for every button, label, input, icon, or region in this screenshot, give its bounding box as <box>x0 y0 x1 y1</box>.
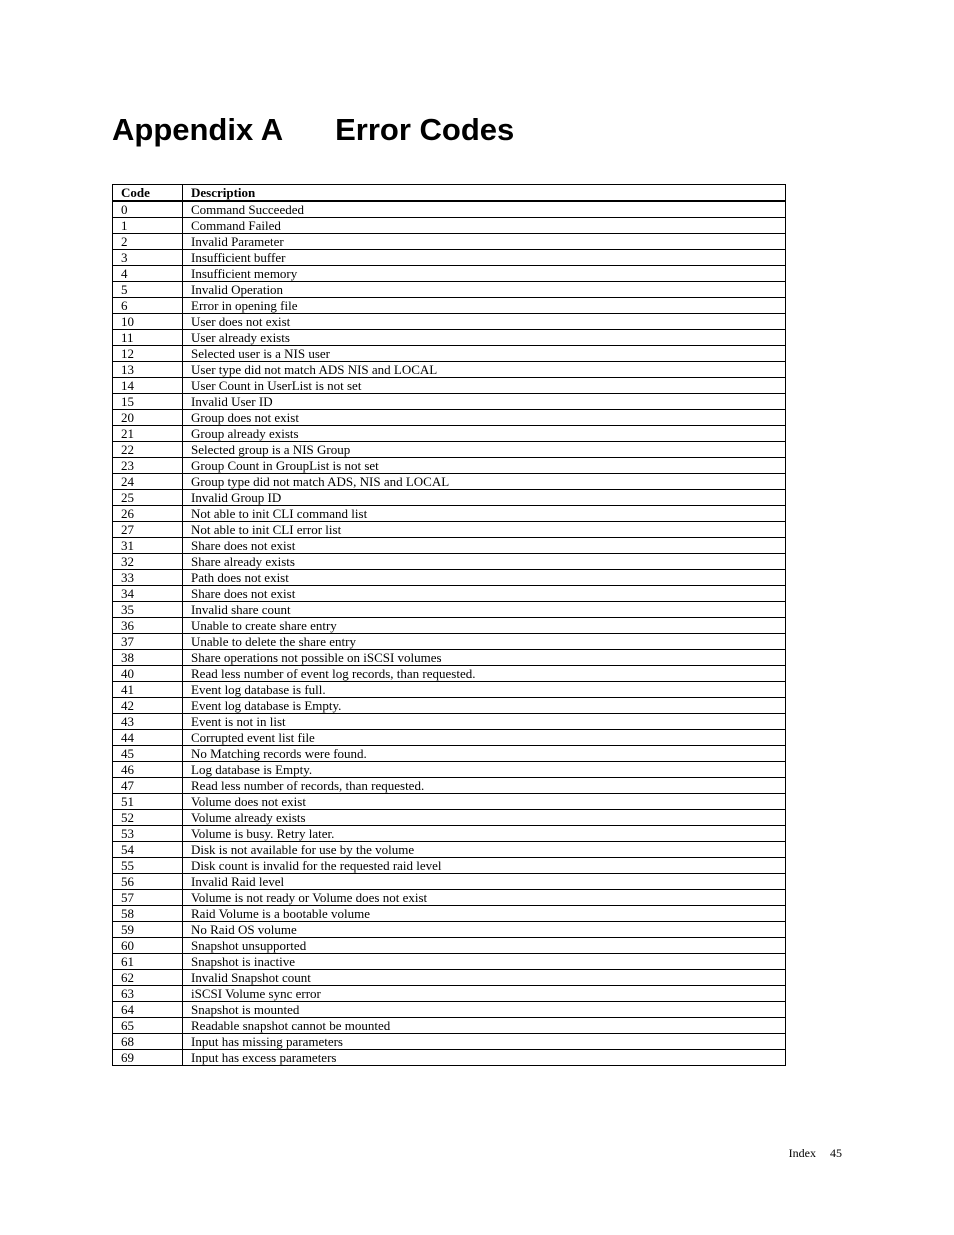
error-code-cell: 22 <box>113 442 183 458</box>
error-description-cell: Corrupted event list file <box>183 730 786 746</box>
error-code-cell: 47 <box>113 778 183 794</box>
error-description-cell: User Count in UserList is not set <box>183 378 786 394</box>
table-row <box>113 794 786 810</box>
table-row <box>113 1018 786 1034</box>
error-code-cell: 46 <box>113 762 183 778</box>
table-row <box>113 1050 786 1066</box>
table-row <box>113 842 786 858</box>
error-code-cell: 55 <box>113 858 183 874</box>
error-code-cell: 38 <box>113 650 183 666</box>
error-description-cell: Event is not in list <box>183 714 786 730</box>
error-description-cell: Error in opening file <box>183 298 786 314</box>
error-description-cell: Disk count is invalid for the requested raid level <box>183 858 786 874</box>
table-row <box>113 570 786 586</box>
table-row <box>113 874 786 890</box>
table-row <box>113 970 786 986</box>
error-code-cell: 54 <box>113 842 183 858</box>
error-description-cell: Group Count in GroupList is not set <box>183 458 786 474</box>
error-description-cell: Volume already exists <box>183 810 786 826</box>
error-code-cell: 57 <box>113 890 183 906</box>
error-code-cell: 45 <box>113 746 183 762</box>
table-row <box>113 522 786 538</box>
table-row <box>113 250 786 266</box>
error-code-cell: 64 <box>113 1002 183 1018</box>
error-code-cell: 6 <box>113 298 183 314</box>
error-code-cell: 32 <box>113 554 183 570</box>
error-code-cell: 5 <box>113 282 183 298</box>
error-description-cell: Readable snapshot cannot be mounted <box>183 1018 786 1034</box>
error-description-cell: Event log database is Empty. <box>183 698 786 714</box>
error-code-cell: 60 <box>113 938 183 954</box>
appendix-title: Error Codes <box>335 112 515 147</box>
error-description-cell: Invalid Group ID <box>183 490 786 506</box>
table-row <box>113 234 786 250</box>
error-code-cell: 40 <box>113 666 183 682</box>
table-header-row <box>113 185 786 202</box>
error-description-cell: Input has missing parameters <box>183 1034 786 1050</box>
error-code-cell: 52 <box>113 810 183 826</box>
error-code-cell: 61 <box>113 954 183 970</box>
error-code-cell: 37 <box>113 634 183 650</box>
error-description-cell: Share does not exist <box>183 538 786 554</box>
error-description-cell: Snapshot unsupported <box>183 938 786 954</box>
table-row <box>113 858 786 874</box>
error-description-cell: Not able to init CLI command list <box>183 506 786 522</box>
error-code-cell: 24 <box>113 474 183 490</box>
table-row <box>113 554 786 570</box>
table-row <box>113 698 786 714</box>
column-header-code: Code <box>113 185 183 202</box>
table-row <box>113 1034 786 1050</box>
error-description-cell: Snapshot is inactive <box>183 954 786 970</box>
table-row <box>113 394 786 410</box>
table-row <box>113 906 786 922</box>
error-description-cell: Selected group is a NIS Group <box>183 442 786 458</box>
error-code-cell: 3 <box>113 250 183 266</box>
error-code-cell: 31 <box>113 538 183 554</box>
error-description-cell: Share already exists <box>183 554 786 570</box>
error-description-cell: Invalid Operation <box>183 282 786 298</box>
error-description-cell: Read less number of records, than requested. <box>183 778 786 794</box>
error-code-cell: 12 <box>113 346 183 362</box>
table-row <box>113 682 786 698</box>
error-code-cell: 69 <box>113 1050 183 1066</box>
error-description-cell: Snapshot is mounted <box>183 1002 786 1018</box>
error-description-cell: Input has excess parameters <box>183 1050 786 1066</box>
error-code-cell: 21 <box>113 426 183 442</box>
error-code-cell: 59 <box>113 922 183 938</box>
table-row <box>113 506 786 522</box>
table-row <box>113 426 786 442</box>
error-description-cell: No Raid OS volume <box>183 922 786 938</box>
error-code-cell: 2 <box>113 234 183 250</box>
table-row <box>113 490 786 506</box>
error-description-cell: iSCSI Volume sync error <box>183 986 786 1002</box>
page-footer <box>789 1146 842 1161</box>
table-row <box>113 954 786 970</box>
table-row <box>113 218 786 234</box>
error-description-cell: Invalid User ID <box>183 394 786 410</box>
error-description-cell: Insufficient memory <box>183 266 786 282</box>
table-row <box>113 746 786 762</box>
error-description-cell: Invalid Raid level <box>183 874 786 890</box>
error-code-cell: 43 <box>113 714 183 730</box>
error-description-cell: Share does not exist <box>183 586 786 602</box>
error-description-cell: Read less number of event log records, than requested. <box>183 666 786 682</box>
column-header-description: Description <box>183 185 786 202</box>
table-row <box>113 714 786 730</box>
error-description-cell: Share operations not possible on iSCSI volumes <box>183 650 786 666</box>
error-description-cell: Group type did not match ADS, NIS and LOCAL <box>183 474 786 490</box>
table-row <box>113 1002 786 1018</box>
error-description-cell: Command Failed <box>183 218 786 234</box>
footer-section: Index <box>788 1146 816 1160</box>
error-description-cell: Selected user is a NIS user <box>183 346 786 362</box>
table-row <box>113 362 786 378</box>
table-row <box>113 442 786 458</box>
table-row <box>113 986 786 1002</box>
table-row <box>113 201 786 218</box>
error-description-cell: Command Succeeded <box>183 201 786 218</box>
error-code-cell: 65 <box>113 1018 183 1034</box>
error-code-cell: 35 <box>113 602 183 618</box>
error-code-cell: 34 <box>113 586 183 602</box>
error-description-cell: Insufficient buffer <box>183 250 786 266</box>
table-row <box>113 346 786 362</box>
error-description-cell: Volume does not exist <box>183 794 786 810</box>
error-description-cell: Raid Volume is a bootable volume <box>183 906 786 922</box>
error-code-cell: 25 <box>113 490 183 506</box>
error-description-cell: Log database is Empty. <box>183 762 786 778</box>
error-code-cell: 53 <box>113 826 183 842</box>
error-description-cell: Unable to delete the share entry <box>183 634 786 650</box>
table-row <box>113 314 786 330</box>
table-row <box>113 618 786 634</box>
table-row <box>113 938 786 954</box>
error-code-cell: 56 <box>113 874 183 890</box>
error-code-cell: 41 <box>113 682 183 698</box>
table-row <box>113 810 786 826</box>
error-description-cell: Invalid share count <box>183 602 786 618</box>
error-code-cell: 51 <box>113 794 183 810</box>
error-code-cell: 1 <box>113 218 183 234</box>
error-code-cell: 63 <box>113 986 183 1002</box>
error-code-cell: 26 <box>113 506 183 522</box>
error-description-cell: Invalid Parameter <box>183 234 786 250</box>
error-description-cell: Group does not exist <box>183 410 786 426</box>
table-row <box>113 586 786 602</box>
page-number: 45 <box>830 1146 842 1160</box>
table-row <box>113 634 786 650</box>
error-description-cell: User type did not match ADS NIS and LOCAL <box>183 362 786 378</box>
error-description-cell: No Matching records were found. <box>183 746 786 762</box>
error-description-cell: User already exists <box>183 330 786 346</box>
error-description-cell: Path does not exist <box>183 570 786 586</box>
table-row <box>113 474 786 490</box>
table-row <box>113 410 786 426</box>
error-description-cell: Volume is busy. Retry later. <box>183 826 786 842</box>
table-row <box>113 298 786 314</box>
error-code-cell: 20 <box>113 410 183 426</box>
table-row <box>113 378 786 394</box>
table-row <box>113 330 786 346</box>
error-code-cell: 0 <box>113 201 183 218</box>
error-code-cell: 68 <box>113 1034 183 1050</box>
error-description-cell: Not able to init CLI error list <box>183 522 786 538</box>
error-description-cell: User does not exist <box>183 314 786 330</box>
error-code-cell: 42 <box>113 698 183 714</box>
error-description-cell: Group already exists <box>183 426 786 442</box>
table-row <box>113 266 786 282</box>
error-description-cell: Volume is not ready or Volume does not exist <box>183 890 786 906</box>
error-description-cell: Event log database is full. <box>183 682 786 698</box>
appendix-label: Appendix A <box>112 112 284 147</box>
error-code-cell: 27 <box>113 522 183 538</box>
table-row <box>113 458 786 474</box>
error-code-cell: 11 <box>113 330 183 346</box>
error-code-cell: 10 <box>113 314 183 330</box>
table-row <box>113 826 786 842</box>
page-title <box>112 110 514 150</box>
error-description-cell: Invalid Snapshot count <box>183 970 786 986</box>
table-row <box>113 730 786 746</box>
error-code-cell: 36 <box>113 618 183 634</box>
error-description-cell: Unable to create share entry <box>183 618 786 634</box>
table-row <box>113 282 786 298</box>
error-code-cell: 62 <box>113 970 183 986</box>
error-code-cell: 58 <box>113 906 183 922</box>
table-row <box>113 538 786 554</box>
error-code-cell: 14 <box>113 378 183 394</box>
table-row <box>113 890 786 906</box>
table-body <box>113 201 786 1066</box>
error-code-cell: 13 <box>113 362 183 378</box>
table-row <box>113 666 786 682</box>
error-code-cell: 44 <box>113 730 183 746</box>
table-row <box>113 602 786 618</box>
table-row <box>113 778 786 794</box>
error-codes-table <box>112 184 786 1066</box>
table-row <box>113 762 786 778</box>
error-code-cell: 33 <box>113 570 183 586</box>
table-row <box>113 650 786 666</box>
error-code-cell: 23 <box>113 458 183 474</box>
error-code-cell: 15 <box>113 394 183 410</box>
error-description-cell: Disk is not available for use by the volume <box>183 842 786 858</box>
table-row <box>113 922 786 938</box>
error-code-cell: 4 <box>113 266 183 282</box>
